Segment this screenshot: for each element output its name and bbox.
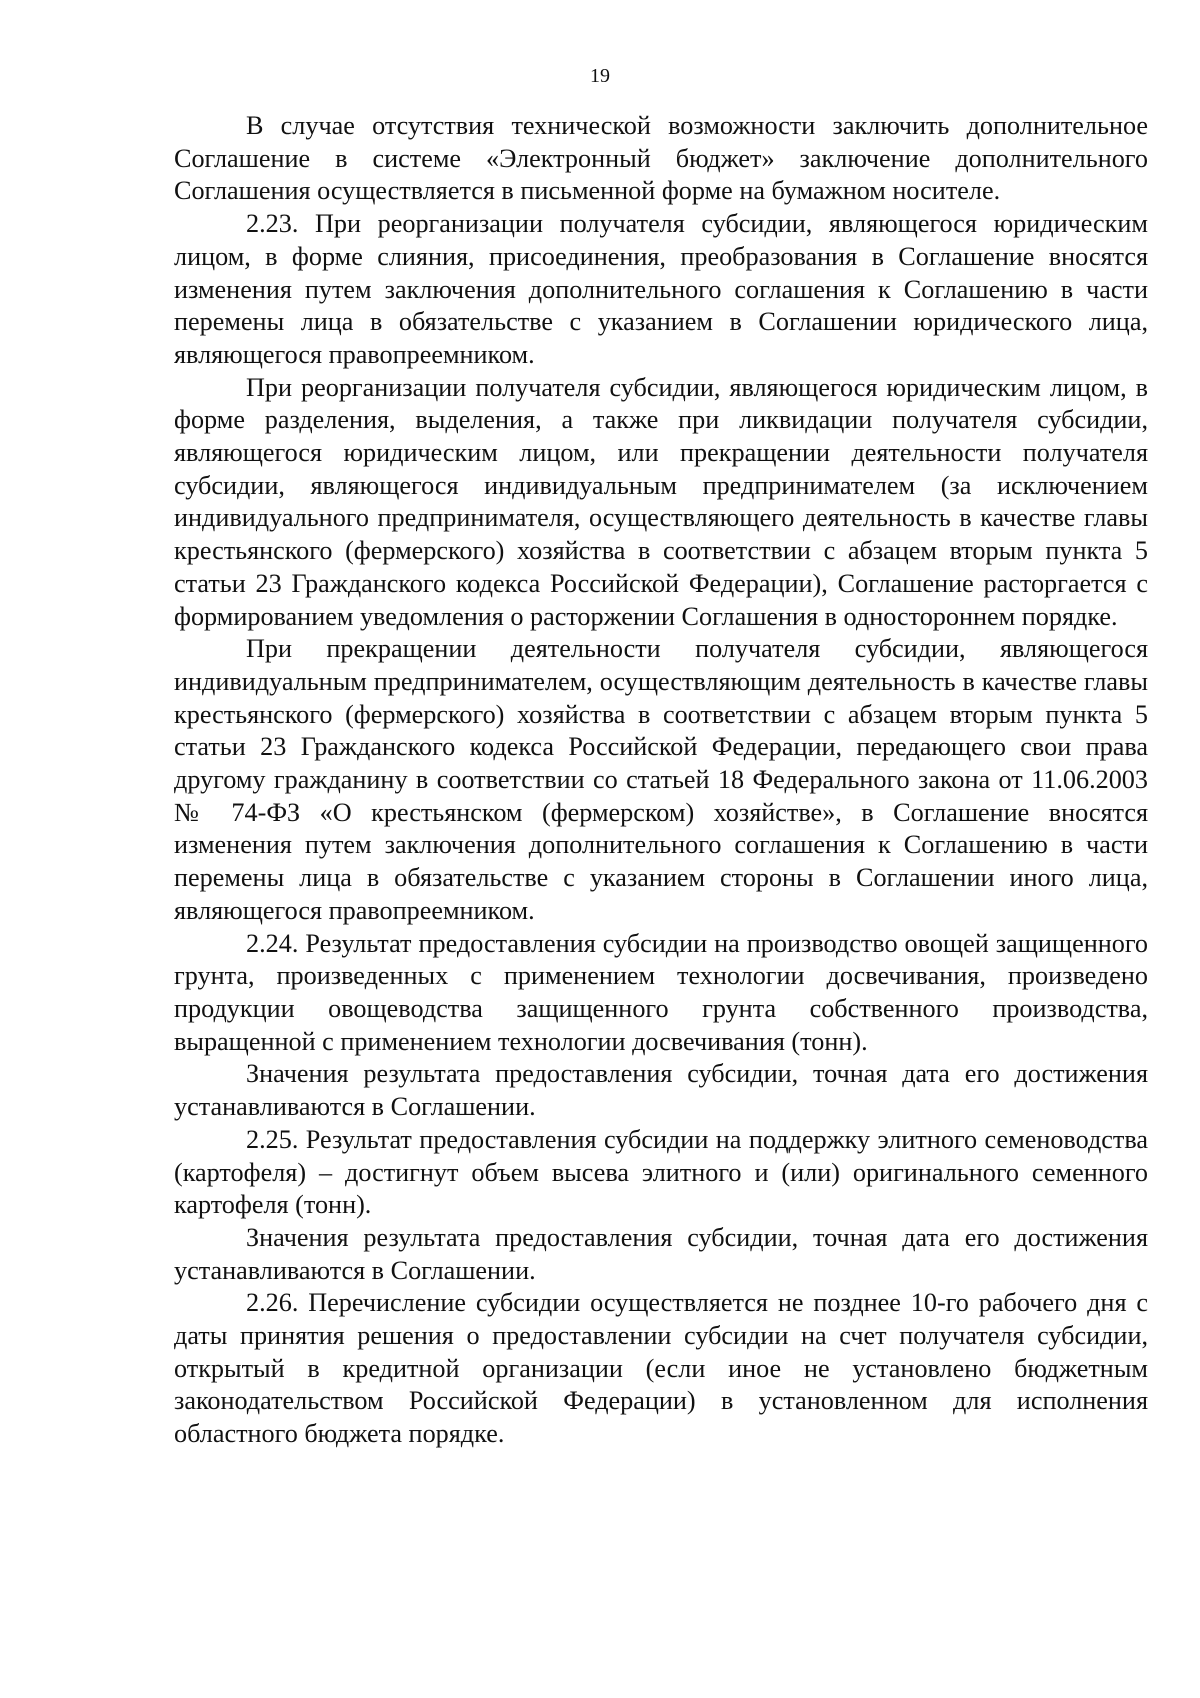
paragraph-2-24: 2.24. Результат предоставления субсидии на производство овощей защищенного грунта, произведенных с применением технологии досвечивания, произведено продукции овощеводства защищенного грунта собственного производства, выращенной с применением технологии досвечивания (тонн). (174, 928, 1148, 1056)
paragraph-2-23: 2.23. При реорганизации получателя субсидии, являющегося юридическим лицом, в форме слияния, присоединения, преобразования в Соглашение вносятся изменения путем заключения дополнительного соглашения к Соглашению в части перемены лица в обязательстве с указанием в Соглашении юридического лица, являющегося правопреемником. (174, 209, 1148, 369)
page-number: 19 (590, 65, 610, 87)
paragraph-result-values-2: Значения результата предоставления субсидии, точная дата его достижения устанавливаются в Соглашении. (174, 1222, 1148, 1285)
document-body (174, 110, 1148, 1451)
paragraph-reorganization-separation: При реорганизации получателя субсидии, являющегося юридическим лицом, в форме разделения, выделения, а также при ликвидации получателя субсидии, являющегося юридическим лицом, или прекращении деятельности получателя субсидии, являющегося индивидуальным предпринимателем (за исключением индивидуального предпринимателя, осуществляющего деятельность в качестве главы крестьянского (фермерского) хозяйства в соответствии с абзацем вторым пункта 5 статьи 23 Гражданского кодекса Российской Федерации), Соглашение расторгается с формированием уведомления о расторжении Соглашения в одностороннем порядке. (174, 372, 1148, 631)
paragraph-termination-farm: При прекращении деятельности получателя субсидии, являющегося индивидуальным предпринимателем, осуществляющим деятельность в качестве главы крестьянского (фермерского) хозяйства в соответствии с абзацем вторым пункта 5 статьи 23 Гражданского кодекса Российской Федерации, передающего свои права другому гражданину в соответствии со статьей 18 Федерального закона от 11.06.2003 № 74-ФЗ «О крестьянском (фермерском) хозяйстве», в Соглашение вносятся изменения путем заключения дополнительного соглашения к Соглашению в части перемены лица в обязательстве с указанием стороны в Соглашении иного лица, являющегося правопреемником. (174, 634, 1148, 925)
paragraph-result-values-1: Значения результата предоставления субсидии, точная дата его достижения устанавливаются в Соглашении. (174, 1059, 1148, 1122)
paragraph-2-26: 2.26. Перечисление субсидии осуществляется не позднее 10-го рабочего дня с даты принятия решения о предоставлении субсидии на счет получателя субсидии, открытый в кредитной организации (если иное не установлено бюджетным законодательством Российской Федерации) в установленном для исполнения областного бюджета порядке. (174, 1288, 1148, 1449)
paragraph-2-25: 2.25. Результат предоставления субсидии на поддержку элитного семеноводства (картофеля) – достигнут объем высева элитного и (или) оригинального семенного картофеля (тонн). (174, 1124, 1148, 1220)
paragraph-electronic-budget: В случае отсутствия технической возможности заключить дополнительное Соглашение в системе «Электронный бюджет» заключение дополнительного Соглашения осуществляется в письменной форме на бумажном носителе. (174, 111, 1148, 206)
